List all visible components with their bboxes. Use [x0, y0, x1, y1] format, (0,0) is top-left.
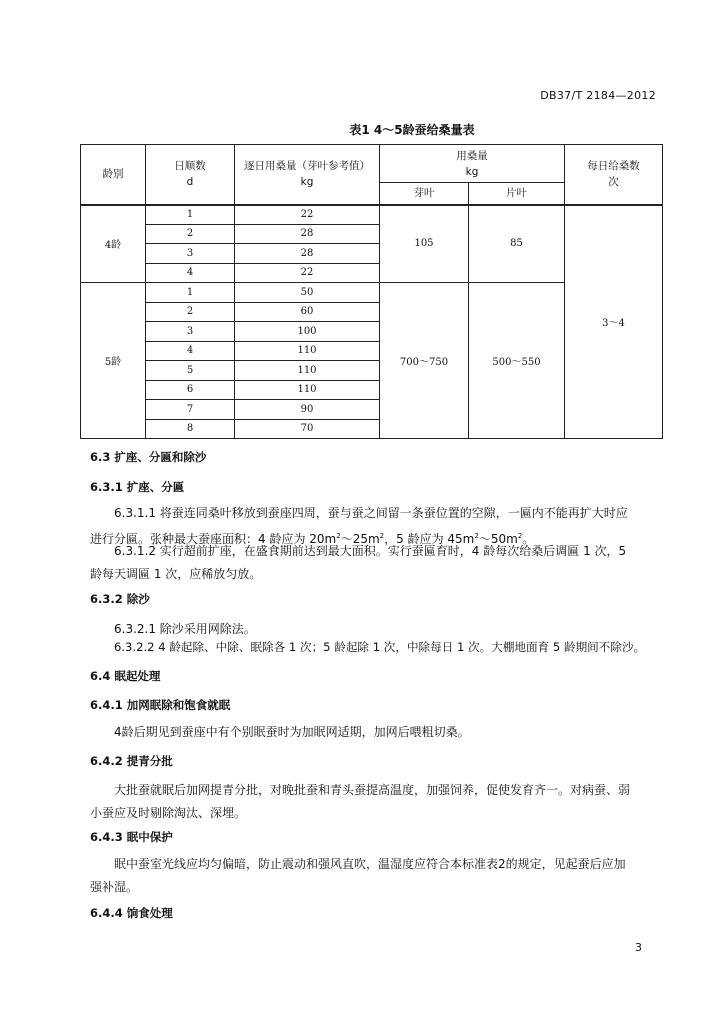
- day-cell: 7: [146, 400, 235, 420]
- kg-cell: 110: [235, 380, 380, 400]
- feeding-table: [80, 144, 663, 439]
- header-day-unit: d: [186, 176, 194, 189]
- section-heading-6-4-4: 6.4.4 饷食处理: [90, 906, 173, 920]
- header-day: [146, 145, 235, 205]
- header-total-unit: kg: [465, 165, 479, 178]
- day-cell: 3: [146, 322, 235, 342]
- paragraph-6-3-1-2: [90, 540, 665, 586]
- times-cell: 3～4: [565, 205, 663, 439]
- page-number: 3: [635, 941, 642, 954]
- paragraph-line: 大批蚕就眠后加网提青分批，对晚批蚕和青头蚕提高温度，加强饲养，促使发育齐一。对病蚕、弱: [114, 783, 631, 797]
- day-cell: 8: [146, 419, 235, 439]
- kg-cell: 70: [235, 419, 380, 439]
- paragraph-6-3-2-2: 6.3.2.2 4 龄起除、中除、眠除各 1 次；5 龄起除 1 次，中除每日 1 次。大棚地面育 5 龄期间不除沙。: [114, 640, 646, 654]
- section-heading-6-3-1: 6.3.1 扩座、分匾: [90, 480, 185, 494]
- day-cell: 2: [146, 302, 235, 322]
- kg-cell: 60: [235, 302, 380, 322]
- bud-total-cell: 700～750: [380, 283, 469, 439]
- paragraph-line: 眠中蚕室光线应均匀偏暗，防止震动和强风直吹，温湿度应符合本标准表2的规定，见起蚕后应加: [114, 857, 626, 871]
- header-daily-label: 逐日用桑量（芽叶参考值）: [244, 160, 370, 173]
- header-times: [565, 145, 663, 205]
- paragraph-line: 进行分匾。张种最大蚕座面积：4 龄应为 $20m^2\sim 25m^2$，5 龄应为 $45m^2\sim 50m^2$。: [90, 532, 535, 546]
- day-cell: 6: [146, 380, 235, 400]
- header-times-unit: 次: [608, 176, 619, 189]
- day-cell: 3: [146, 244, 235, 264]
- header-leaf: 片叶: [469, 183, 565, 205]
- section-heading-6-3: 6.3 扩座、分匾和除沙: [90, 450, 207, 464]
- header-times-label: 每日给桑数: [587, 160, 640, 173]
- kg-cell: 100: [235, 322, 380, 342]
- paragraph-6-4-2: [90, 779, 665, 825]
- section-heading-6-4-2: 6.4.2 提青分批: [90, 754, 173, 768]
- header-total-label: 用桑量: [456, 149, 488, 162]
- section-heading-6-3-2: 6.3.2 除沙: [90, 592, 150, 606]
- paragraph-line: 6.3.1.1 将蚕连同桑叶移放到蚕座四周，蚕与蚕之间留一条蚕位置的空隙，一匾内不能再扩大时应: [114, 506, 628, 520]
- kg-cell: 110: [235, 341, 380, 361]
- kg-cell: 90: [235, 400, 380, 420]
- kg-cell: 28: [235, 224, 380, 244]
- paragraph-line: 强补湿。: [90, 880, 139, 894]
- section-heading-6-4-3: 6.4.3 眠中保护: [90, 830, 173, 844]
- section-heading-6-4-1: 6.4.1 加网眠除和饱食就眠: [90, 698, 231, 712]
- document-code: DB37/T 2184—2012: [540, 89, 656, 102]
- kg-cell: 50: [235, 283, 380, 303]
- day-cell: 4: [146, 341, 235, 361]
- paragraph-6-3-2-1: 6.3.2.1 除沙采用网除法。: [114, 622, 256, 636]
- section-heading-6-4: 6.4 眠起处理: [90, 669, 161, 683]
- day-cell: 5: [146, 361, 235, 381]
- paragraph-line: 小蚕应及时剔除淘汰、深埋。: [90, 806, 247, 820]
- header-total: [380, 145, 565, 183]
- kg-cell: 110: [235, 361, 380, 381]
- day-cell: 1: [146, 283, 235, 303]
- paragraph-6-4-3: [90, 853, 665, 899]
- day-cell: 2: [146, 224, 235, 244]
- paragraph-6-4-1: 4龄后期见到蚕座中有个别眠蚕时为加眠网适期，加网后喂粗切桑。: [114, 725, 470, 739]
- header-day-label: 日顺数: [174, 160, 206, 173]
- age-cell: 4龄: [81, 205, 146, 283]
- paragraph-line: 6.3.1.2 实行超前扩座，在盛食期前达到最大面积。实行蚕匾育时，4 龄每次给桑后调匾 1 次，5: [114, 544, 627, 558]
- bud-total-cell: 105: [380, 205, 469, 283]
- header-age: 龄别: [81, 145, 146, 205]
- header-daily: [235, 145, 380, 205]
- age-cell: 5龄: [81, 283, 146, 439]
- paragraph-line: 龄每天调匾 1 次，应稀放匀放。: [90, 567, 262, 581]
- header-bud: 芽叶: [380, 183, 469, 205]
- day-cell: 1: [146, 205, 235, 225]
- kg-cell: 28: [235, 244, 380, 264]
- leaf-total-cell: 500～550: [469, 283, 565, 439]
- table-title: 表1 4～5龄蚕给桑量表: [349, 123, 475, 137]
- day-cell: 4: [146, 263, 235, 283]
- table-row: [81, 205, 663, 225]
- kg-cell: 22: [235, 205, 380, 225]
- header-daily-unit: kg: [300, 176, 314, 189]
- leaf-total-cell: 85: [469, 205, 565, 283]
- kg-cell: 22: [235, 263, 380, 283]
